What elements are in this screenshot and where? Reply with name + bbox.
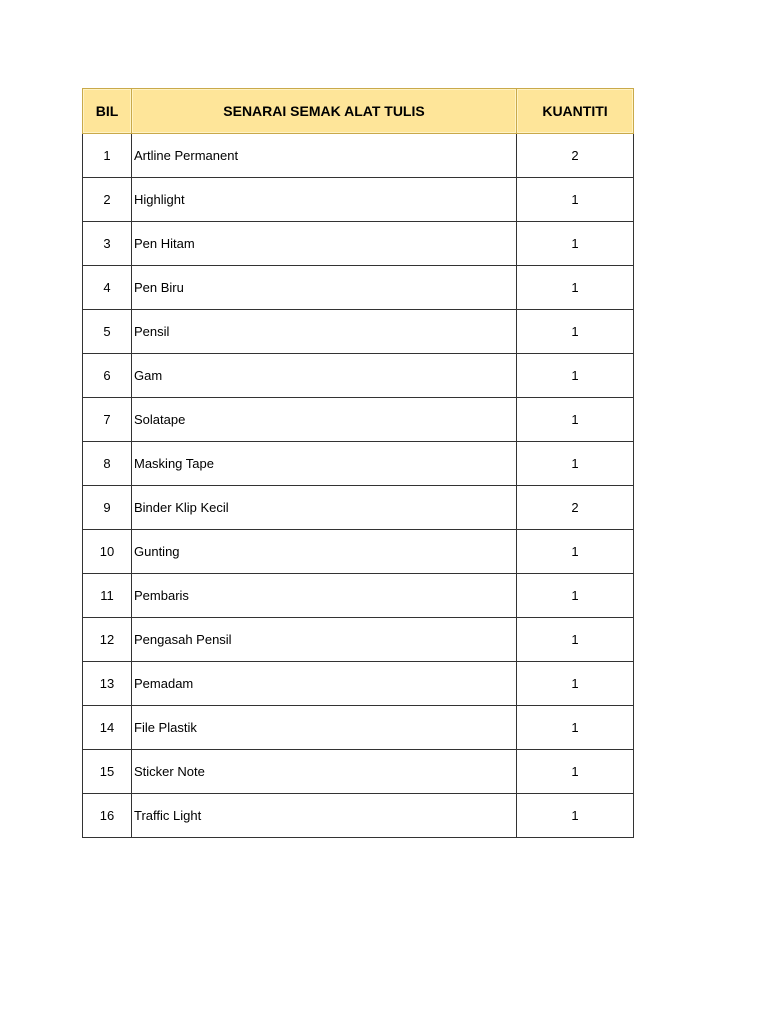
row-number: 15 <box>83 750 132 794</box>
item-quantity: 1 <box>517 442 634 486</box>
item-name: Highlight <box>132 178 517 222</box>
item-quantity: 1 <box>517 354 634 398</box>
table-row <box>83 442 634 486</box>
row-number: 16 <box>83 794 132 838</box>
item-quantity: 2 <box>517 486 634 530</box>
table-body <box>83 134 634 838</box>
item-name: Solatape <box>132 398 517 442</box>
item-name: Binder Klip Kecil <box>132 486 517 530</box>
row-number: 13 <box>83 662 132 706</box>
item-quantity: 1 <box>517 310 634 354</box>
table-row <box>83 530 634 574</box>
row-number: 12 <box>83 618 132 662</box>
item-name: Sticker Note <box>132 750 517 794</box>
item-quantity: 1 <box>517 266 634 310</box>
item-quantity: 1 <box>517 178 634 222</box>
item-name: Masking Tape <box>132 442 517 486</box>
table-row <box>83 134 634 178</box>
row-number: 9 <box>83 486 132 530</box>
item-name: Pemadam <box>132 662 517 706</box>
row-number: 5 <box>83 310 132 354</box>
table-row <box>83 310 634 354</box>
table-row <box>83 706 634 750</box>
item-quantity: 2 <box>517 134 634 178</box>
item-name: Gunting <box>132 530 517 574</box>
header-bil: BIL <box>83 89 132 134</box>
table-row <box>83 486 634 530</box>
table-row <box>83 398 634 442</box>
item-quantity: 1 <box>517 530 634 574</box>
table-row <box>83 794 634 838</box>
item-quantity: 1 <box>517 222 634 266</box>
row-number: 6 <box>83 354 132 398</box>
table-row <box>83 750 634 794</box>
item-name: Pengasah Pensil <box>132 618 517 662</box>
item-quantity: 1 <box>517 574 634 618</box>
header-item: SENARAI SEMAK ALAT TULIS <box>132 89 517 134</box>
table-row <box>83 266 634 310</box>
item-name: Gam <box>132 354 517 398</box>
row-number: 14 <box>83 706 132 750</box>
table-row <box>83 354 634 398</box>
item-quantity: 1 <box>517 618 634 662</box>
row-number: 2 <box>83 178 132 222</box>
item-quantity: 1 <box>517 750 634 794</box>
row-number: 1 <box>83 134 132 178</box>
item-name: Pen Biru <box>132 266 517 310</box>
row-number: 4 <box>83 266 132 310</box>
row-number: 8 <box>83 442 132 486</box>
table-header <box>83 89 634 134</box>
item-name: Pensil <box>132 310 517 354</box>
row-number: 11 <box>83 574 132 618</box>
row-number: 10 <box>83 530 132 574</box>
table-row <box>83 178 634 222</box>
item-quantity: 1 <box>517 794 634 838</box>
table-row <box>83 574 634 618</box>
stationery-checklist-table <box>82 88 634 838</box>
item-name: File Plastik <box>132 706 517 750</box>
table-row <box>83 222 634 266</box>
item-quantity: 1 <box>517 662 634 706</box>
item-name: Artline Permanent <box>132 134 517 178</box>
item-name: Pen Hitam <box>132 222 517 266</box>
item-name: Pembaris <box>132 574 517 618</box>
row-number: 3 <box>83 222 132 266</box>
item-quantity: 1 <box>517 706 634 750</box>
table-row <box>83 618 634 662</box>
header-row <box>83 89 634 134</box>
row-number: 7 <box>83 398 132 442</box>
item-quantity: 1 <box>517 398 634 442</box>
header-qty: KUANTITI <box>517 89 634 134</box>
table-row <box>83 662 634 706</box>
item-name: Traffic Light <box>132 794 517 838</box>
